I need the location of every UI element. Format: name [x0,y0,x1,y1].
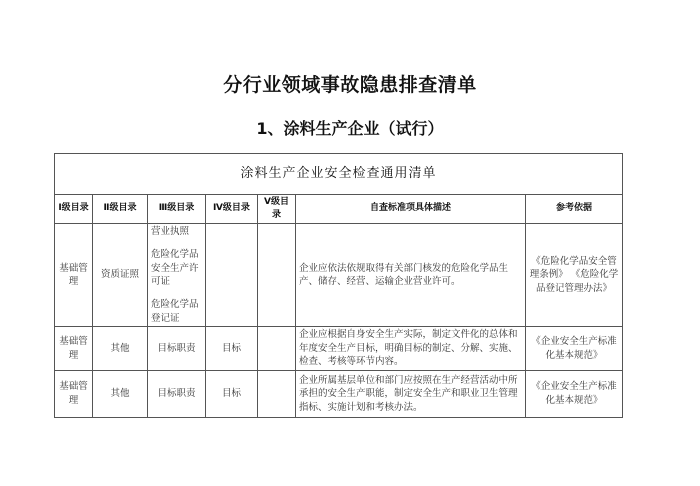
cell-level-3 [148,223,206,327]
cell-level-4 [206,223,258,327]
cell-reference: 《企业安全生产标准化基本规范》 [526,370,623,417]
level-3-item: 营业执照 [151,225,190,237]
cell-level-1: 基础管理 [55,327,93,370]
document-title: 分行业领域事故隐患排查清单 [223,74,477,96]
table-row [55,223,623,327]
header-reference: 参考依据 [526,195,623,224]
cell-level-1: 基础管理 [55,370,93,417]
cell-level-2: 其他 [93,327,148,370]
cell-level-3: 目标职责 [148,327,206,370]
level-3-item: 危险化学品安全生产许可证 [151,249,199,287]
table-header-row [55,195,623,224]
cell-level-2: 其他 [93,370,148,417]
header-level-3: Ⅲ级目录 [148,195,206,224]
cell-description: 企业应根据自身安全生产实际，制定文件化的总体和年度安全生产目标，明确目标的制定、分解、实施、检查、考核等环节内容。 [296,327,526,370]
cell-reference: 《企业安全生产标准化基本规范》 [526,327,623,370]
cell-level-5 [258,327,296,370]
header-level-5: Ⅴ级目录 [258,195,296,224]
table-caption: 涂料生产企业安全检查通用清单 [55,154,623,195]
table-row [55,327,623,370]
header-description: 自查标准项具体描述 [296,195,526,224]
cell-reference: 《危险化学品安全管理条例》 《危险化学品登记管理办法》 [526,223,623,327]
level-3-item: 危险化学品登记证 [151,299,199,324]
inspection-checklist-table [54,153,623,418]
header-level-1: Ⅰ级目录 [55,195,93,224]
header-level-4: Ⅳ级目录 [206,195,258,224]
cell-level-4: 目标 [206,327,258,370]
cell-description: 企业应依法依规取得有关部门核发的危险化学品生产、储存、经营、运输企业营业许可。 [296,223,526,327]
cell-level-2: 资质证照 [93,223,148,327]
cell-description: 企业所属基层单位和部门应按照在生产经营活动中所承担的安全生产职能，制定安全生产和职业卫生管理指标、实施计划和考核办法。 [296,370,526,417]
cell-level-5 [258,370,296,417]
header-level-2: Ⅱ级目录 [93,195,148,224]
cell-level-4: 目标 [206,370,258,417]
document-subtitle: 1、涂料生产企业（试行） [256,119,444,138]
table-row [55,370,623,417]
cell-level-3: 目标职责 [148,370,206,417]
cell-level-5 [258,223,296,327]
cell-level-1: 基础管理 [55,223,93,327]
